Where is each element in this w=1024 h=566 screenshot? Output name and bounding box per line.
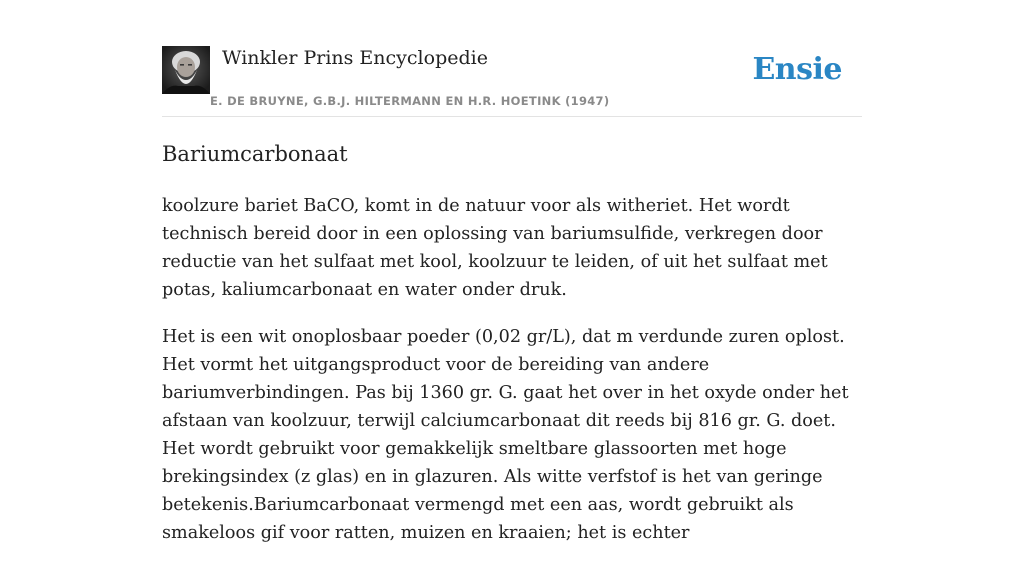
article-title: Bariumcarbonaat	[162, 142, 348, 166]
site-header	[162, 46, 862, 117]
article-paragraph: Het is een wit onoplosbaar poeder (0,02 gr/L), dat m verdunde zuren oplost. Het vormt het uitgangsproduct voor de bereiding van andere bariumverbindingen. Pas bij 1360 gr. G. gaat het over in het oxyde onder het afstaan van koolzuur, terwijl calciumcarbonaat dit reeds bij 816 gr. G. doet. Het wordt gebruikt voor gemakkelijk smeltbare glassoorten met hoge brekingsindex (z glas) en in glazuren. Als witte verfstof is het van geringe betekenis.Bariumcarbonaat vermengd met een aas, wordt gebruikt als smakeloos gif voor ratten, muizen en kraaien; het is echter	[162, 327, 849, 543]
authors-byline: E. DE BRUYNE, G.B.J. HILTERMANN EN H.R. HOETINK (1947)	[210, 94, 610, 108]
site-title[interactable]: Winkler Prins Encyclopedie	[222, 47, 488, 69]
article-body	[162, 192, 864, 566]
article-paragraph: koolzure bariet BaCO, komt in de natuur voor als witheriet. Het wordt technisch bereid door in een oplossing van bariumsulfide, verkregen door reductie van het sulfaat met kool, koolzuur te leiden, of uit het sulfaat met potas, kaliumcarbonaat en water onder druk.	[162, 196, 828, 300]
portrait-icon[interactable]	[162, 46, 210, 94]
ensie-logo[interactable]: Ensie	[752, 52, 842, 87]
